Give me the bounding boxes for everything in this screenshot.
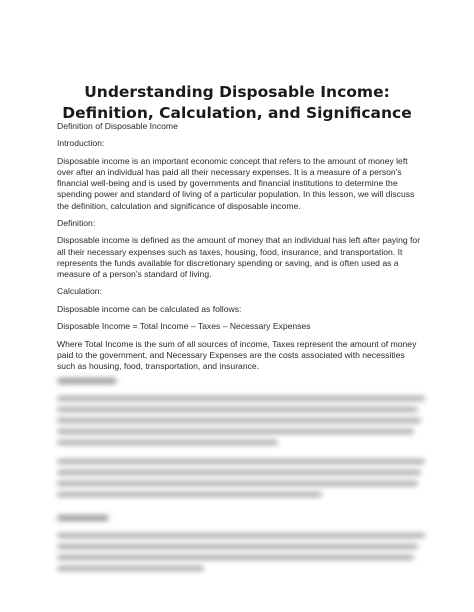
blurred-line bbox=[57, 396, 425, 401]
blurred-line bbox=[57, 492, 322, 497]
section-label-calculation: Calculation: bbox=[57, 286, 102, 297]
blurred-line bbox=[57, 407, 418, 412]
blurred-preview-content bbox=[57, 374, 425, 577]
section-label-definition: Definition: bbox=[57, 217, 96, 228]
blurred-line bbox=[57, 481, 418, 486]
paragraph-definition: Disposable income is defined as the amount of money that an individual has left after paying for all their necessary expenses such as taxes, housing, food, insurance, and transportation. It represents the funds available for discretionary spending or saving, and is often used as a measure of a person's standard of living. bbox=[57, 235, 421, 279]
paragraph-calculation-intro: Disposable income can be calculated as follows: bbox=[57, 303, 242, 314]
section-label-introduction: Introduction: bbox=[57, 138, 105, 149]
blurred-line bbox=[57, 544, 418, 549]
section-heading-definition-of-disposable-income: Definition of Disposable Income bbox=[57, 121, 178, 131]
blurred-line bbox=[57, 418, 421, 423]
blurred-line bbox=[57, 440, 278, 445]
blurred-line bbox=[57, 470, 421, 475]
blurred-heading bbox=[57, 515, 109, 521]
blurred-line bbox=[57, 459, 425, 464]
paragraph-introduction: Disposable income is an important economic concept that refers to the amount of money left over after an individual has paid all their necessary expenses. It is a measure of a person's financial well-being and is used by governments and financial institutions to determine the spending power and standard of living of a particular population. In this lesson, we will discuss the definition, calculation and significance of disposable income. bbox=[57, 155, 415, 211]
document-title: Understanding Disposable Income: Definition, Calculation, and Significance bbox=[62, 83, 412, 122]
blurred-line bbox=[57, 566, 204, 571]
blurred-line bbox=[57, 533, 425, 538]
blurred-line bbox=[57, 429, 414, 434]
blurred-heading bbox=[57, 378, 117, 384]
paragraph-formula-explanation: Where Total Income is the sum of all sources of income, Taxes represent the amount of money paid to the government, and Necessary Expenses are the costs associated with necessities such as housing, food, transportation, and insurance. bbox=[57, 338, 417, 371]
blurred-line bbox=[57, 555, 414, 560]
formula-line: Disposable Income = Total Income – Taxes – Necessary Expenses bbox=[57, 321, 311, 332]
